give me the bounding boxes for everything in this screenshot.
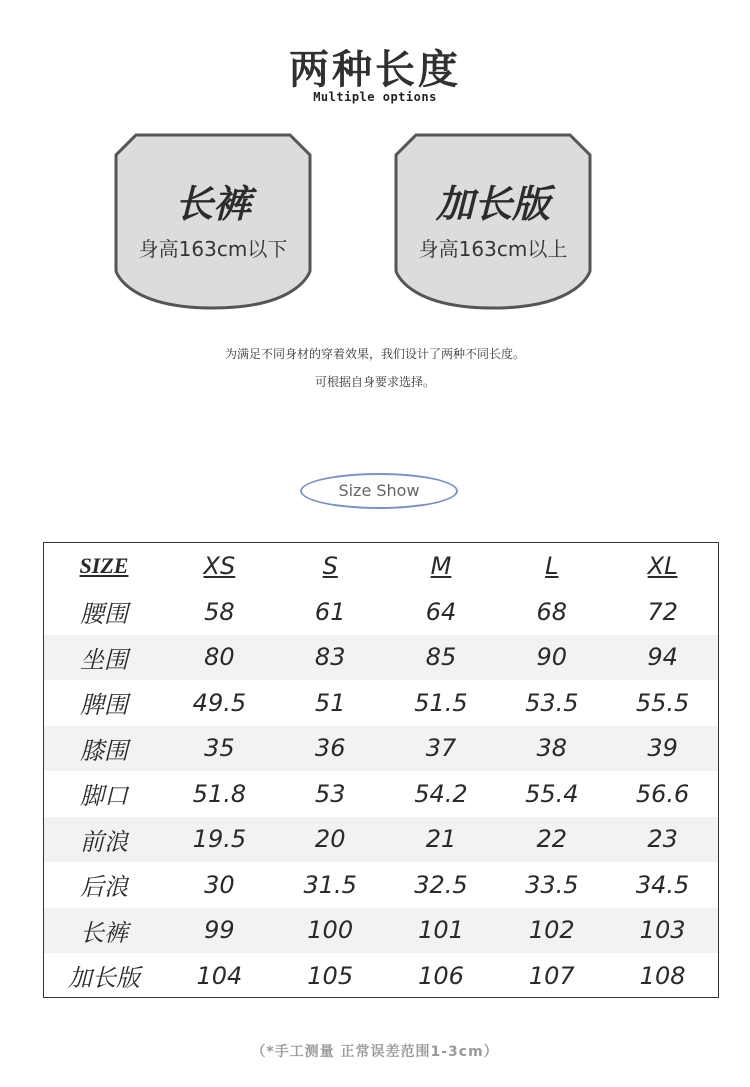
table-row xyxy=(44,862,718,908)
table-cell: 94 xyxy=(647,643,678,672)
table-cell: 32.5 xyxy=(414,870,468,899)
table-cell: 55.5 xyxy=(635,688,690,717)
table-cell: 83 xyxy=(314,643,346,672)
option-description: 身高163cm以下 xyxy=(138,237,288,261)
table-cell: 104 xyxy=(196,961,243,990)
table-cell: 51.5 xyxy=(414,688,468,717)
table-row xyxy=(44,771,718,817)
table-row xyxy=(44,908,718,954)
row-label-cell: 膝围 xyxy=(80,736,128,765)
table-cell: 90 xyxy=(536,643,568,672)
table-cell: 108 xyxy=(639,961,686,990)
table-cell: 22 xyxy=(536,825,568,854)
table-cell: 33.5 xyxy=(525,870,579,899)
table-cell: 85 xyxy=(425,643,457,672)
table-cell: 68 xyxy=(536,597,568,626)
table-cell: 20 xyxy=(314,825,346,854)
size-table xyxy=(43,542,719,998)
table-cell: 102 xyxy=(528,916,575,945)
row-label-cell: 前浪 xyxy=(80,827,128,856)
table-cell: 100 xyxy=(307,916,354,945)
table-row xyxy=(44,726,718,772)
option-badge-regular xyxy=(114,133,312,310)
table-cell: 58 xyxy=(204,597,235,626)
note-line-2: 可根据自身要求选择。 xyxy=(314,375,435,389)
table-cell: 53.5 xyxy=(525,688,579,717)
measurement-note: （*手工测量 正常误差范围1-3cm） xyxy=(251,1044,499,1060)
note-line-1: 为满足不同身材的穿着效果，我们设计了两种不同长度。 xyxy=(224,347,525,361)
option-name: 长裤 xyxy=(174,182,251,226)
table-cell: 103 xyxy=(639,916,686,945)
table-cell: 80 xyxy=(204,643,235,672)
row-label-cell: 坐围 xyxy=(80,645,128,674)
table-cell: 30 xyxy=(204,870,235,899)
table-cell: 61 xyxy=(314,597,346,626)
table-cell: 19.5 xyxy=(192,825,247,854)
row-label-cell: 腰围 xyxy=(80,600,128,629)
table-cell: 23 xyxy=(647,825,678,854)
table-cell: 54.2 xyxy=(414,779,468,808)
table-cell: 99 xyxy=(204,916,235,945)
option-badge-extended xyxy=(394,133,592,310)
row-label-cell: 脚口 xyxy=(80,782,128,811)
header-cell-s: S xyxy=(322,552,338,580)
table-cell: 39 xyxy=(647,734,678,763)
table-cell: 56.6 xyxy=(635,779,690,808)
table-row xyxy=(44,953,718,998)
table-cell: 38 xyxy=(536,734,568,763)
header-cell-xl: XL xyxy=(647,552,678,580)
row-label-cell: 脾围 xyxy=(80,691,128,720)
row-label-cell: 后浪 xyxy=(80,873,128,902)
table-cell: 105 xyxy=(307,961,354,990)
header-cell-l: L xyxy=(545,552,559,580)
table-cell: 64 xyxy=(425,597,457,626)
option-description: 身高163cm以上 xyxy=(418,237,568,261)
table-cell: 51.8 xyxy=(192,779,247,808)
table-cell: 35 xyxy=(204,734,235,763)
table-cell: 51 xyxy=(314,688,346,717)
table-cell: 53 xyxy=(314,779,346,808)
table-header-row xyxy=(44,543,718,589)
table-row xyxy=(44,680,718,726)
table-row xyxy=(44,817,718,863)
page-title: 两种长度 xyxy=(289,47,461,93)
table-cell: 106 xyxy=(418,961,464,990)
table-cell: 55.4 xyxy=(525,779,579,808)
table-cell: 34.5 xyxy=(635,870,690,899)
table-cell: 72 xyxy=(647,597,678,626)
header-cell-m: M xyxy=(430,552,452,580)
header-cell-size: SIZE xyxy=(79,553,129,578)
option-name: 加长版 xyxy=(435,182,550,226)
table-cell: 49.5 xyxy=(192,688,247,717)
table-row xyxy=(44,635,718,681)
table-cell: 21 xyxy=(425,825,457,854)
page-subtitle: Multiple options xyxy=(313,90,437,104)
table-cell: 31.5 xyxy=(303,870,357,899)
header-cell-xs: XS xyxy=(203,552,236,580)
table-cell: 37 xyxy=(425,734,457,763)
size-show-label: Size Show xyxy=(300,473,458,509)
table-row xyxy=(44,589,718,635)
row-label-cell: 加长版 xyxy=(68,964,140,993)
row-label-cell: 长裤 xyxy=(80,918,128,947)
table-cell: 107 xyxy=(528,961,575,990)
table-cell: 101 xyxy=(418,916,464,945)
table-cell: 36 xyxy=(314,734,346,763)
